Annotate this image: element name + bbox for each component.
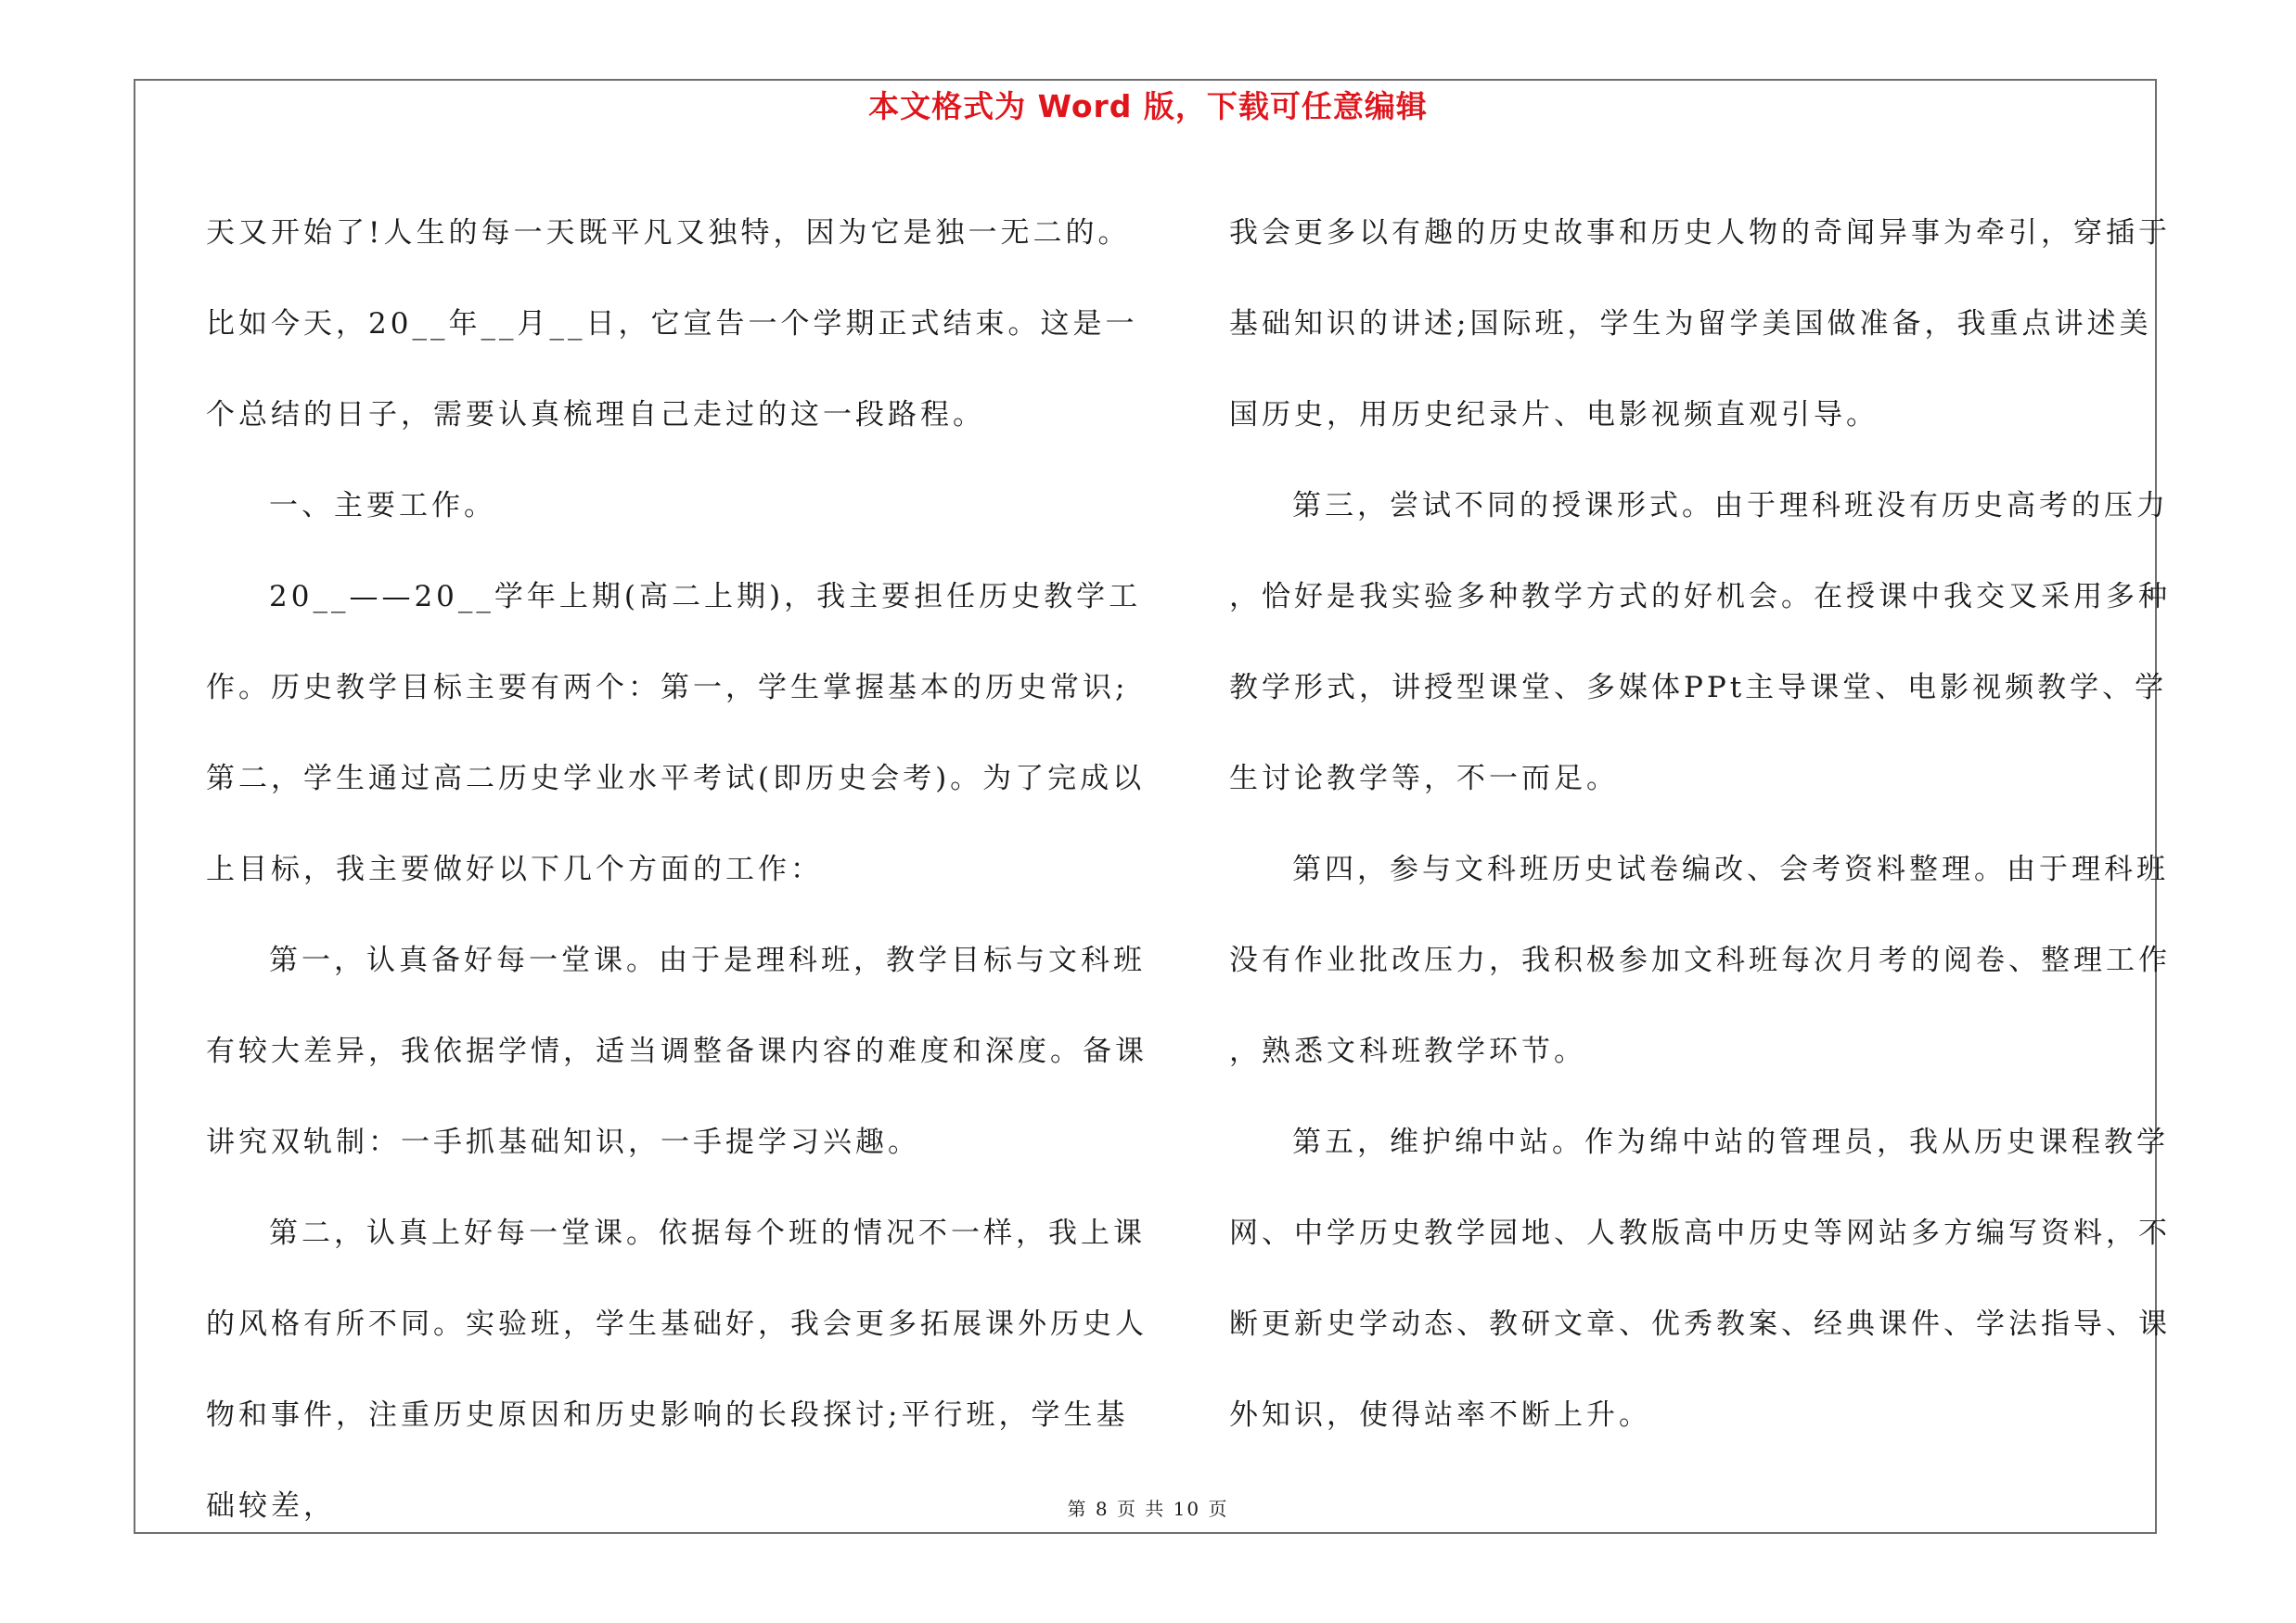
paragraph-second-teach: 第二，认真上好每一堂课。依据每个班的情况不一样，我上课的风格有所不同。实验班，学生基础好，我会更多拓展课外历史人物和事件，注重历史原因和历史影响的长段探讨;平行班，学生基础较差， bbox=[206, 1217, 1148, 1523]
format-banner: 本文格式为 Word 版，下载可任意编辑 bbox=[868, 88, 1428, 124]
paragraph-continuation: 天又开始了!人生的每一天既平凡又独特，因为它是独一无二的。比如今天，20__年__月__日，它宣告一个学期正式结束。这是一个总结的日子，需要认真梳理自己走过的这一段路程。 bbox=[206, 216, 1138, 432]
left-column bbox=[206, 187, 1152, 1552]
paragraph-first-prepare: 第一，认真备好每一堂课。由于是理科班，教学目标与文科班有较大差异，我依据学情，适当调整备课内容的难度和深度。备课讲究双轨制：一手抓基础知识，一手提学习兴趣。 bbox=[206, 944, 1148, 1159]
paragraph-fifth-website: 第五，维护绵中站。作为绵中站的管理员，我从历史课程教学网、中学历史教学园地、人教版高中历史等网站多方编写资料，不断更新史学动态、教研文章、优秀教案、经典课件、学法指导、课外知识，使得站率不断上升。 bbox=[1229, 1126, 2171, 1432]
section-heading-main-work: 一、主要工作。 bbox=[269, 489, 496, 522]
paragraph-second-continued: 我会更多以有趣的历史故事和历史人物的奇闻异事为牵引，穿插于基础知识的讲述;国际班，学生为留学美国做准备，我重点讲述美国历史，用历史纪录片、电影视频直观引导。 bbox=[1229, 216, 2171, 432]
right-column bbox=[1229, 187, 2175, 1461]
paragraph-third-forms: 第三，尝试不同的授课形式。由于理科班没有历史高考的压力，恰好是我实验多种教学方式的好机会。在授课中我交叉采用多种教学形式，讲授型课堂、多媒体PPt主导课堂、电影视频教学、学生讨论教学等，不一而足。 bbox=[1229, 489, 2171, 795]
page-number-footer: 第 8 页 共 10 页 bbox=[1067, 1498, 1229, 1520]
paragraph-teaching-goals: 20__——20__学年上期(高二上期)，我主要担任历史教学工作。历史教学目标主要有两个：第一，学生掌握基本的历史常识;第二，学生通过高二历史学业水平考试(即历史会考)。为了完成以上目标，我主要做好以下几个方面的工作： bbox=[206, 580, 1146, 886]
paragraph-fourth-papers: 第四，参与文科班历史试卷编改、会考资料整理。由于理科班没有作业批改压力，我积极参加文科班每次月考的阅卷、整理工作，熟悉文科班教学环节。 bbox=[1229, 853, 2171, 1068]
